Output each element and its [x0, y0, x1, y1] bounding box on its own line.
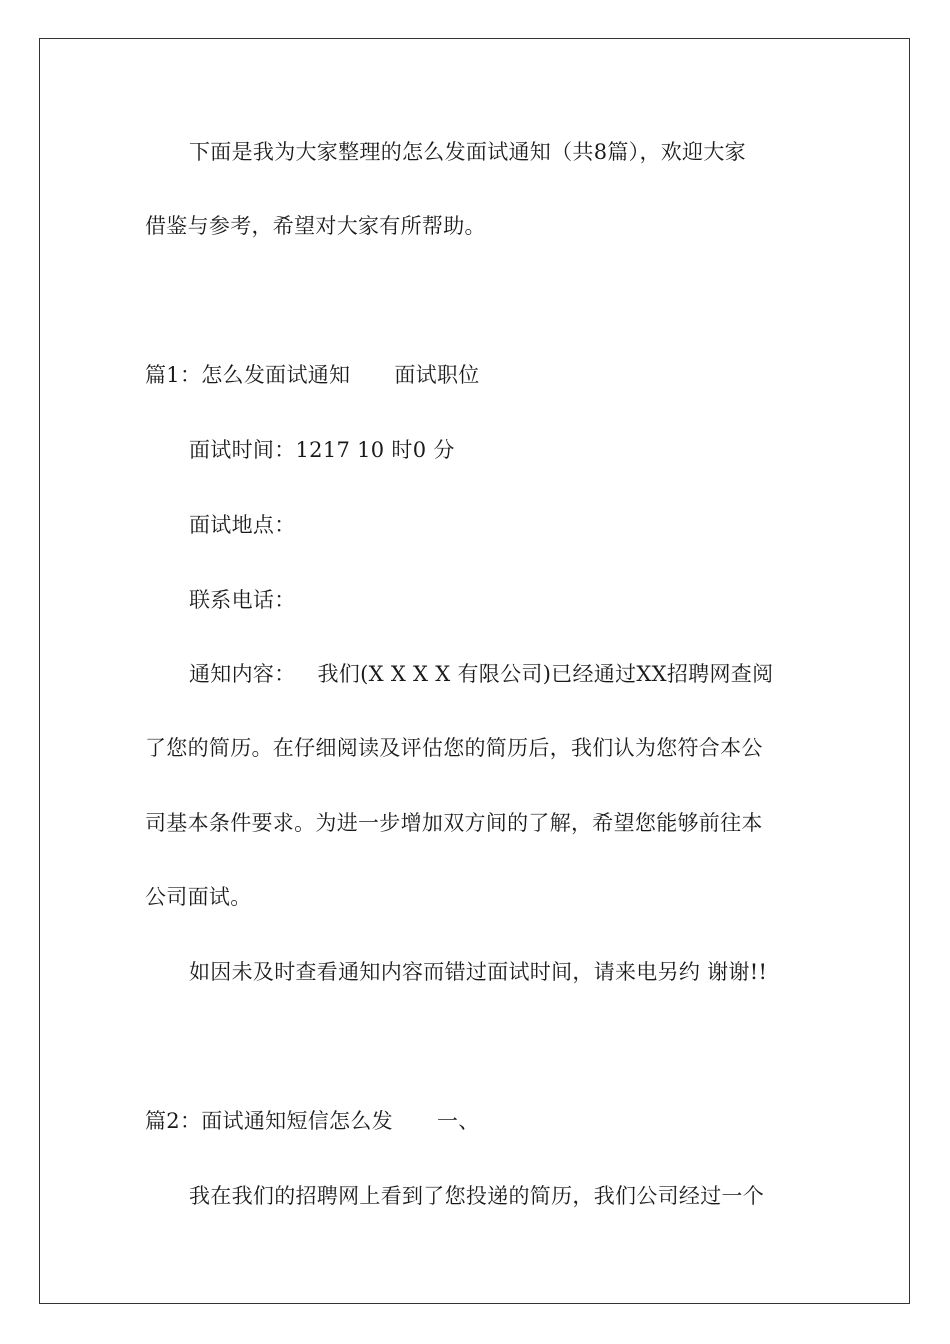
section1-title: 篇1：怎么发面试通知 — [145, 363, 351, 387]
closing-line: 如因未及时查看通知内容而错过面试时间，请来电另约 谢谢!! — [189, 960, 768, 984]
section1-heading — [145, 362, 480, 388]
interview-time: 面试时间：1217 10 时0 分 — [189, 438, 455, 462]
section2-line-1: 我在我们的招聘网上看到了您投递的简历，我们公司经过一个 — [189, 1184, 765, 1208]
interview-place: 面试地点： — [189, 513, 296, 537]
notice-content-label: 通知内容： — [189, 662, 296, 686]
intro-line-2: 借鉴与参考，希望对大家有所帮助。 — [145, 214, 486, 238]
section2-title: 篇2：面试通知短信怎么发 — [145, 1109, 393, 1133]
section2-heading — [145, 1108, 480, 1134]
notice-content-line-4: 公司面试。 — [145, 885, 252, 909]
notice-content-line-2: 了您的简历。在仔细阅读及评估您的简历后，我们认为您符合本公 — [145, 736, 763, 760]
notice-content-text: 我们(X X X X 有限公司)已经通过XX招聘网查阅 — [317, 662, 774, 686]
notice-content-line-1 — [189, 661, 773, 687]
contact-phone: 联系电话： — [189, 588, 296, 612]
section2-heading-tail: 一、 — [436, 1109, 480, 1133]
notice-content-line-3: 司基本条件要求。为进一步增加双方间的了解，希望您能够前往本 — [145, 811, 763, 835]
intro-line-1: 下面是我为大家整理的怎么发面试通知（共8篇），欢迎大家 — [189, 140, 746, 164]
section1-heading-tail: 面试职位 — [394, 363, 480, 387]
